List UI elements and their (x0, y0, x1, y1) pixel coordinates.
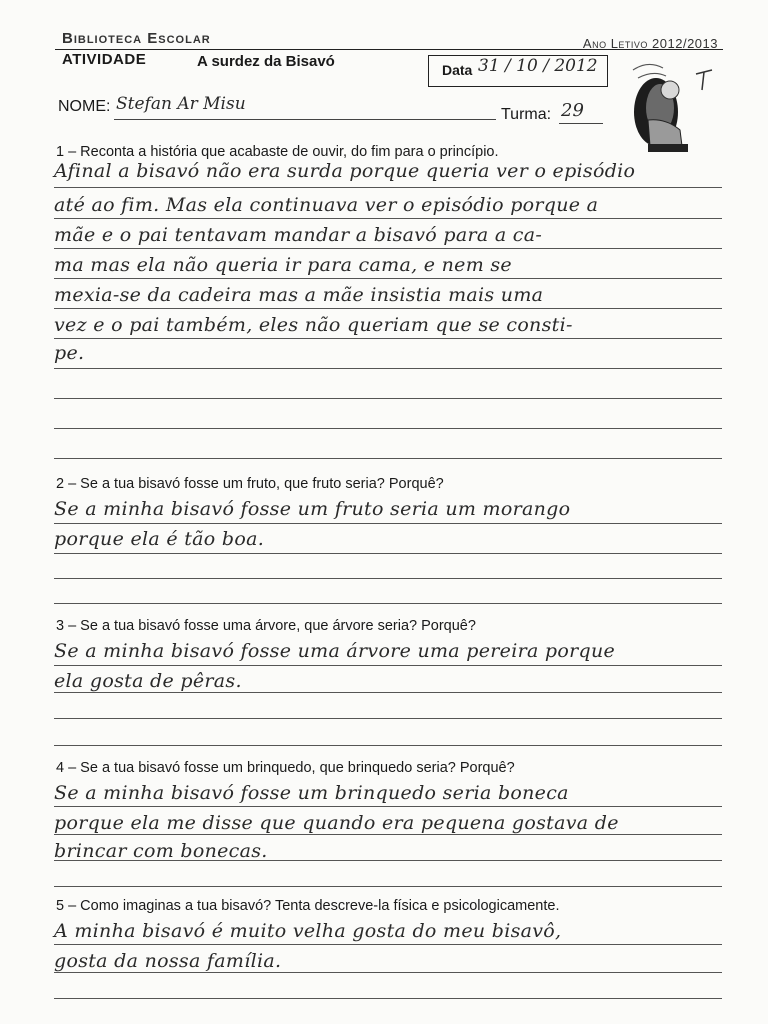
header-divider (55, 49, 723, 50)
answer-rule (54, 665, 722, 666)
date-value: 31 / 10 / 2012 (478, 56, 598, 76)
name-value: Stefan Ar Misu (116, 94, 246, 114)
name-label: NOME: (58, 98, 111, 115)
activity-label: ATIVIDADE (62, 51, 147, 68)
turma-label: Turma: (501, 106, 552, 123)
answer-4-line-2: porque ela me disse que quando era pequena gostava de (54, 812, 619, 834)
school-year: Ano Letivo 2012/2013 (582, 36, 718, 51)
answer-rule (54, 834, 722, 835)
answer-rule (54, 692, 722, 693)
answer-1-line-4: ma mas ela não queria ir para cama, e nem se (54, 254, 512, 276)
question-2: 2 – Se a tua bisavó fosse um fruto, que fruto seria? Porquê? (56, 476, 444, 492)
answer-rule (54, 972, 722, 973)
answer-rule (54, 428, 722, 429)
answer-rule (54, 458, 722, 459)
answer-rule (54, 806, 722, 807)
question-3: 3 – Se a tua bisavó fosse uma árvore, que árvore seria? Porquê? (56, 618, 476, 634)
answer-rule (54, 718, 722, 719)
name-line (114, 119, 496, 120)
answer-3-line-2: ela gosta de pêras. (54, 670, 242, 692)
activity-title: A surdez da Bisavó (197, 53, 335, 70)
date-label: Data (442, 62, 473, 78)
answer-rule (54, 248, 722, 249)
answer-rule (54, 398, 722, 399)
answer-rule (54, 578, 722, 579)
answer-1-line-2: até ao fim. Mas ela continuava ver o episódio porque a (54, 194, 599, 216)
answer-5-line-1: A minha bisavó é muito velha gosta do meu bisavô, (54, 920, 562, 942)
answer-2-line-1: Se a minha bisavó fosse um fruto seria um morango (54, 498, 571, 520)
answer-rule (54, 886, 722, 887)
school-name: Biblioteca Escolar (62, 30, 211, 47)
answer-1-line-5: mexia-se da cadeira mas a mãe insistia mais uma (54, 284, 544, 306)
answer-2-line-2: porque ela é tão boa. (54, 528, 265, 550)
answer-rule (54, 278, 722, 279)
answer-rule (54, 308, 722, 309)
answer-rule (54, 860, 722, 861)
answer-rule (54, 187, 722, 188)
answer-1-line-3: mãe e o pai tentavam mandar a bisavó para a ca- (54, 224, 543, 246)
answer-1-line-1: Afinal a bisavó não era surda porque queria ver o episódio (54, 160, 636, 182)
answer-rule (54, 944, 722, 945)
answer-rule (54, 998, 722, 999)
question-5: 5 – Como imaginas a tua bisavó? Tenta descreve-la física e psicologicamente. (56, 898, 560, 914)
answer-rule (54, 338, 722, 339)
answer-rule (54, 603, 722, 604)
answer-4-line-3: brincar com bonecas. (54, 840, 268, 862)
turma-value: 29 (561, 100, 584, 121)
question-4: 4 – Se a tua bisavó fosse um brinquedo, que brinquedo seria? Porquê? (56, 760, 515, 776)
grandmother-illustration (608, 60, 728, 158)
answer-rule (54, 523, 722, 524)
answer-rule (54, 368, 722, 369)
answer-rule (54, 553, 722, 554)
question-1: 1 – Reconta a história que acabaste de ouvir, do fim para o princípio. (56, 144, 499, 160)
answer-rule (54, 218, 722, 219)
turma-line (559, 123, 603, 124)
answer-3-line-1: Se a minha bisavó fosse uma árvore uma pereira porque (54, 640, 616, 662)
answer-rule (54, 745, 722, 746)
answer-1-line-7: pe. (54, 342, 85, 364)
answer-1-line-6: vez e o pai também, eles não queriam que se consti- (54, 314, 573, 336)
answer-5-line-2: gosta da nossa família. (54, 950, 282, 972)
answer-4-line-1: Se a minha bisavó fosse um brinquedo seria boneca (54, 782, 569, 804)
